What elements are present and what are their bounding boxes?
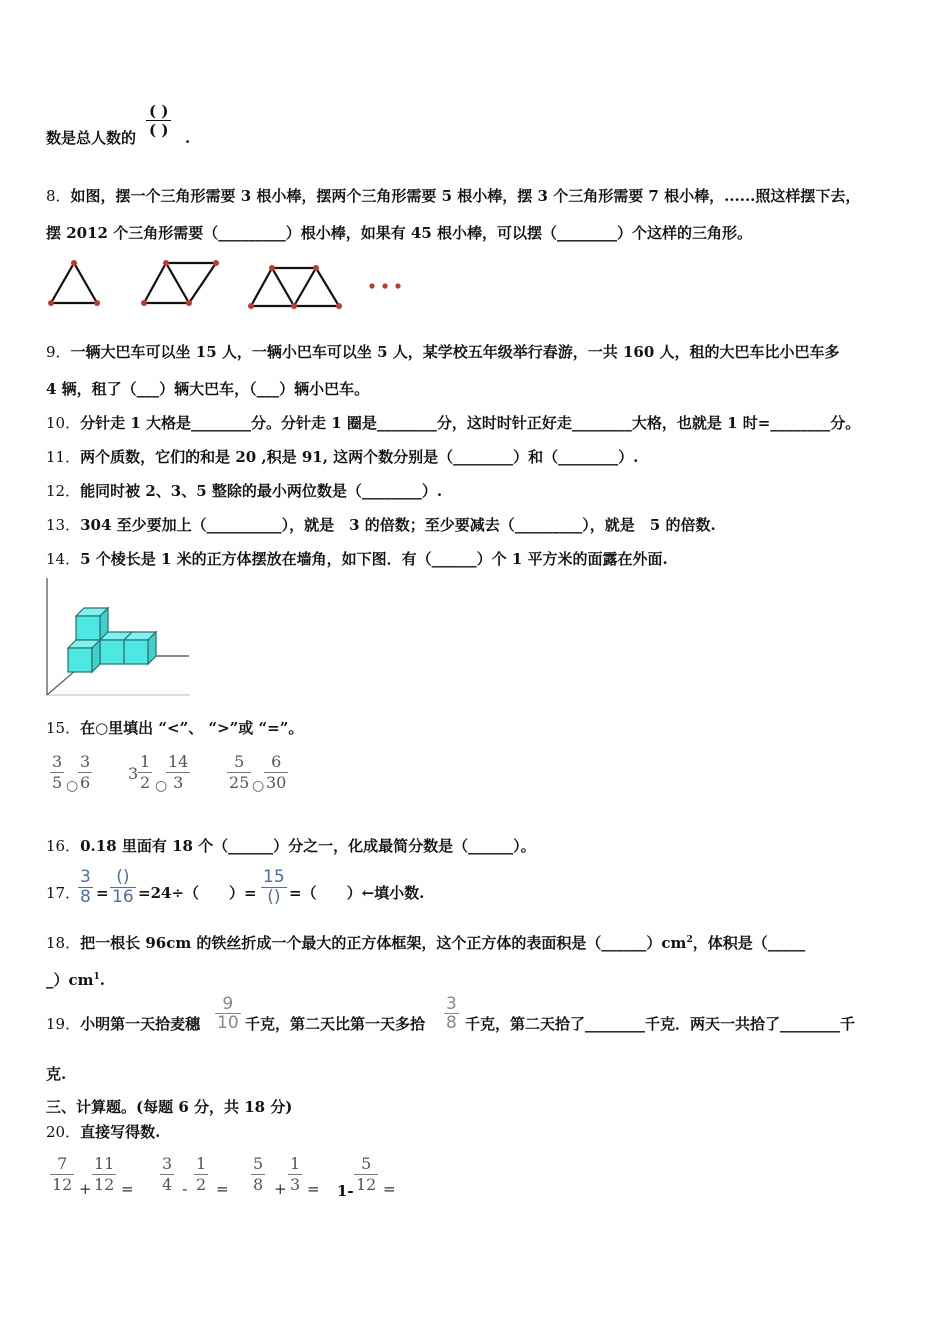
- q15-line: [46, 718, 303, 738]
- q8-line2: 摆 2012 个三角形需要（_________）根小棒，如果有 45 根小棒，可以摆（________）个这样的三角形。: [46, 224, 753, 242]
- q15-pair3-b: $\frac{6}{30}$: [266, 752, 287, 792]
- q9-line2: 4 辆，租了（___）辆大巴车，（___）辆小巴车。: [46, 380, 370, 398]
- triangles-figure: [44, 256, 414, 312]
- q18-line1: 18．把一根长 96cm 的铁丝折成一个最大的正方体框架，这个正方体的表面积是$(\_\_\_\_\_\_)cm^2$，体积是（_____: [46, 934, 806, 952]
- q19-number: 19．: [46, 1015, 81, 1033]
- q13-number: 13．: [46, 516, 81, 534]
- q17-eq: =: [96, 884, 109, 902]
- q20-number: 20．: [46, 1123, 81, 1141]
- q14-line: [46, 549, 668, 569]
- q20-item4-prefix: 1-: [337, 1182, 354, 1200]
- q16-text: 0.18 里面有 18 个（______）分之一，化成最简分数是（______）。: [80, 837, 536, 855]
- q15-pair2-whole: 3: [128, 764, 139, 783]
- q7-frac-num: ( ): [146, 102, 171, 121]
- q20-item3-eq: =: [307, 1180, 320, 1198]
- q20-item3-a: $\frac{5}{8}$: [253, 1154, 264, 1194]
- cubes-corner-figure: [46, 578, 190, 696]
- q20-item4-eq: =: [383, 1180, 396, 1198]
- q15-number: 15．: [46, 719, 81, 737]
- q14-text: 5 个棱长是 1 米的正方体摆放在墙角，如下图．有（______）个 1 平方米的面露在外面.: [80, 550, 668, 568]
- q19-line1c: 千克，第二天拾了________千克．两天一共拾了________千: [465, 1015, 856, 1033]
- q13-line: [46, 515, 716, 535]
- triangle-two: [144, 263, 216, 303]
- q17-frac1: 3 8: [80, 867, 91, 907]
- q17-number: 17．: [46, 884, 81, 902]
- q8-line1: [46, 186, 860, 206]
- q19-frac2: 3 8: [446, 994, 457, 1033]
- q18-number: 18．: [46, 934, 81, 952]
- q20-item1-eq: =: [121, 1180, 134, 1198]
- q16-line: [46, 836, 536, 856]
- q17-tail: =（ ）←填小数.: [289, 884, 425, 902]
- q9-number: 9．: [46, 343, 71, 361]
- q19-frac1: 9 10: [217, 994, 239, 1033]
- q15-circle-1[interactable]: ○: [66, 778, 79, 794]
- q13-text: 304 至少要加上（__________），就是 3 的倍数；至少要减去（_________），就是 5 的倍数.: [80, 516, 716, 534]
- q7-tail: .: [185, 129, 191, 147]
- q18-line2: $\_)cm^1$.: [46, 971, 106, 989]
- q7-text: [46, 128, 136, 148]
- q19-line1b: 千克，第二天比第一天多拾: [245, 1015, 426, 1033]
- q11-number: 11．: [46, 448, 81, 466]
- q10-number: 10．: [46, 414, 81, 432]
- q17-mid: =24÷（ ）=: [138, 884, 257, 902]
- q15-pair2-b: $\frac{14}{3}$: [168, 752, 189, 792]
- q11-line: [46, 447, 638, 467]
- q15-pair1-a: $\frac{3}{5}$: [52, 752, 63, 792]
- q12-text: 能同时被 2、3、5 整除的最小两位数是（________）.: [80, 482, 443, 500]
- q20-item3-op: +: [274, 1180, 287, 1198]
- q20-item4-b: $\frac{5}{12}$: [356, 1154, 377, 1194]
- q20-item1-op: +: [79, 1180, 92, 1198]
- q20-item3-b: $\frac{1}{3}$: [290, 1154, 301, 1194]
- q15-circle-3[interactable]: ○: [252, 778, 265, 794]
- q16-number: 16．: [46, 837, 81, 855]
- q10-text: 分针走 1 大格是________分。分针走 1 圈是________分，这时时针正好走________大格，也就是 1 时=________分。: [80, 414, 861, 432]
- q7-frac-den: ( ): [149, 121, 169, 139]
- q20-item2-op: -: [182, 1180, 188, 1198]
- q20-line: [46, 1122, 160, 1142]
- continuation-dots: [369, 283, 400, 288]
- q19-line2: 克.: [46, 1065, 67, 1083]
- q12-line: [46, 481, 442, 501]
- cube-stack: [68, 608, 156, 672]
- q9-line1: [46, 342, 840, 362]
- q10-line: [46, 413, 860, 433]
- q15-pair2-a: $\frac{1}{2}$: [140, 752, 151, 792]
- triangle-one: [51, 263, 97, 303]
- q8-text1: 如图，摆一个三角形需要 3 根小棒，摆两个三角形需要 5 根小棒，摆 3 个三角形需要 7 根小棒，......照这样摆下去，: [70, 187, 861, 205]
- q15-pair3-a: $\frac{5}{25}$: [229, 752, 250, 792]
- q20-item2-a: $\frac{3}{4}$: [162, 1154, 173, 1194]
- q15-circle-2[interactable]: ○: [155, 778, 168, 794]
- q20-item2-eq: =: [216, 1180, 229, 1198]
- triangle-three: [251, 268, 339, 306]
- q12-number: 12．: [46, 482, 81, 500]
- section3-title: 三、计算题。(每题 6 分，共 18 分): [46, 1098, 293, 1116]
- q20-item1-a: $\frac{7}{12}$: [52, 1154, 73, 1194]
- q15-text: 在○里填出 “<”、 “>”或 “=”。: [80, 719, 304, 737]
- q19-line1a: 19．小明第一天拾麦穗: [46, 1015, 201, 1033]
- q20-item1-b: $\frac{11}{12}$: [94, 1154, 115, 1194]
- q17-frac3: 15 (): [263, 867, 285, 907]
- q20-text: 直接写得数.: [80, 1123, 161, 1141]
- q9-text1: 一辆大巴车可以坐 15 人，一辆小巴车可以坐 5 人，某学校五年级举行春游，一共 160 人，租的大巴车比小巴车多: [70, 343, 840, 361]
- q11-text: 两个质数，它们的和是 20 ,积是 91, 这两个数分别是（________）和（________）.: [80, 448, 639, 466]
- q17-frac2: () 16: [112, 867, 134, 907]
- q20-item2-b: $\frac{1}{2}$: [196, 1154, 207, 1194]
- q7-fraction: [146, 102, 171, 139]
- q15-pair1-b: $\frac{3}{6}$: [80, 752, 91, 792]
- q14-number: 14．: [46, 550, 81, 568]
- q8-number: 8．: [46, 187, 71, 205]
- q7-text-main: 数是总人数的: [46, 129, 137, 147]
